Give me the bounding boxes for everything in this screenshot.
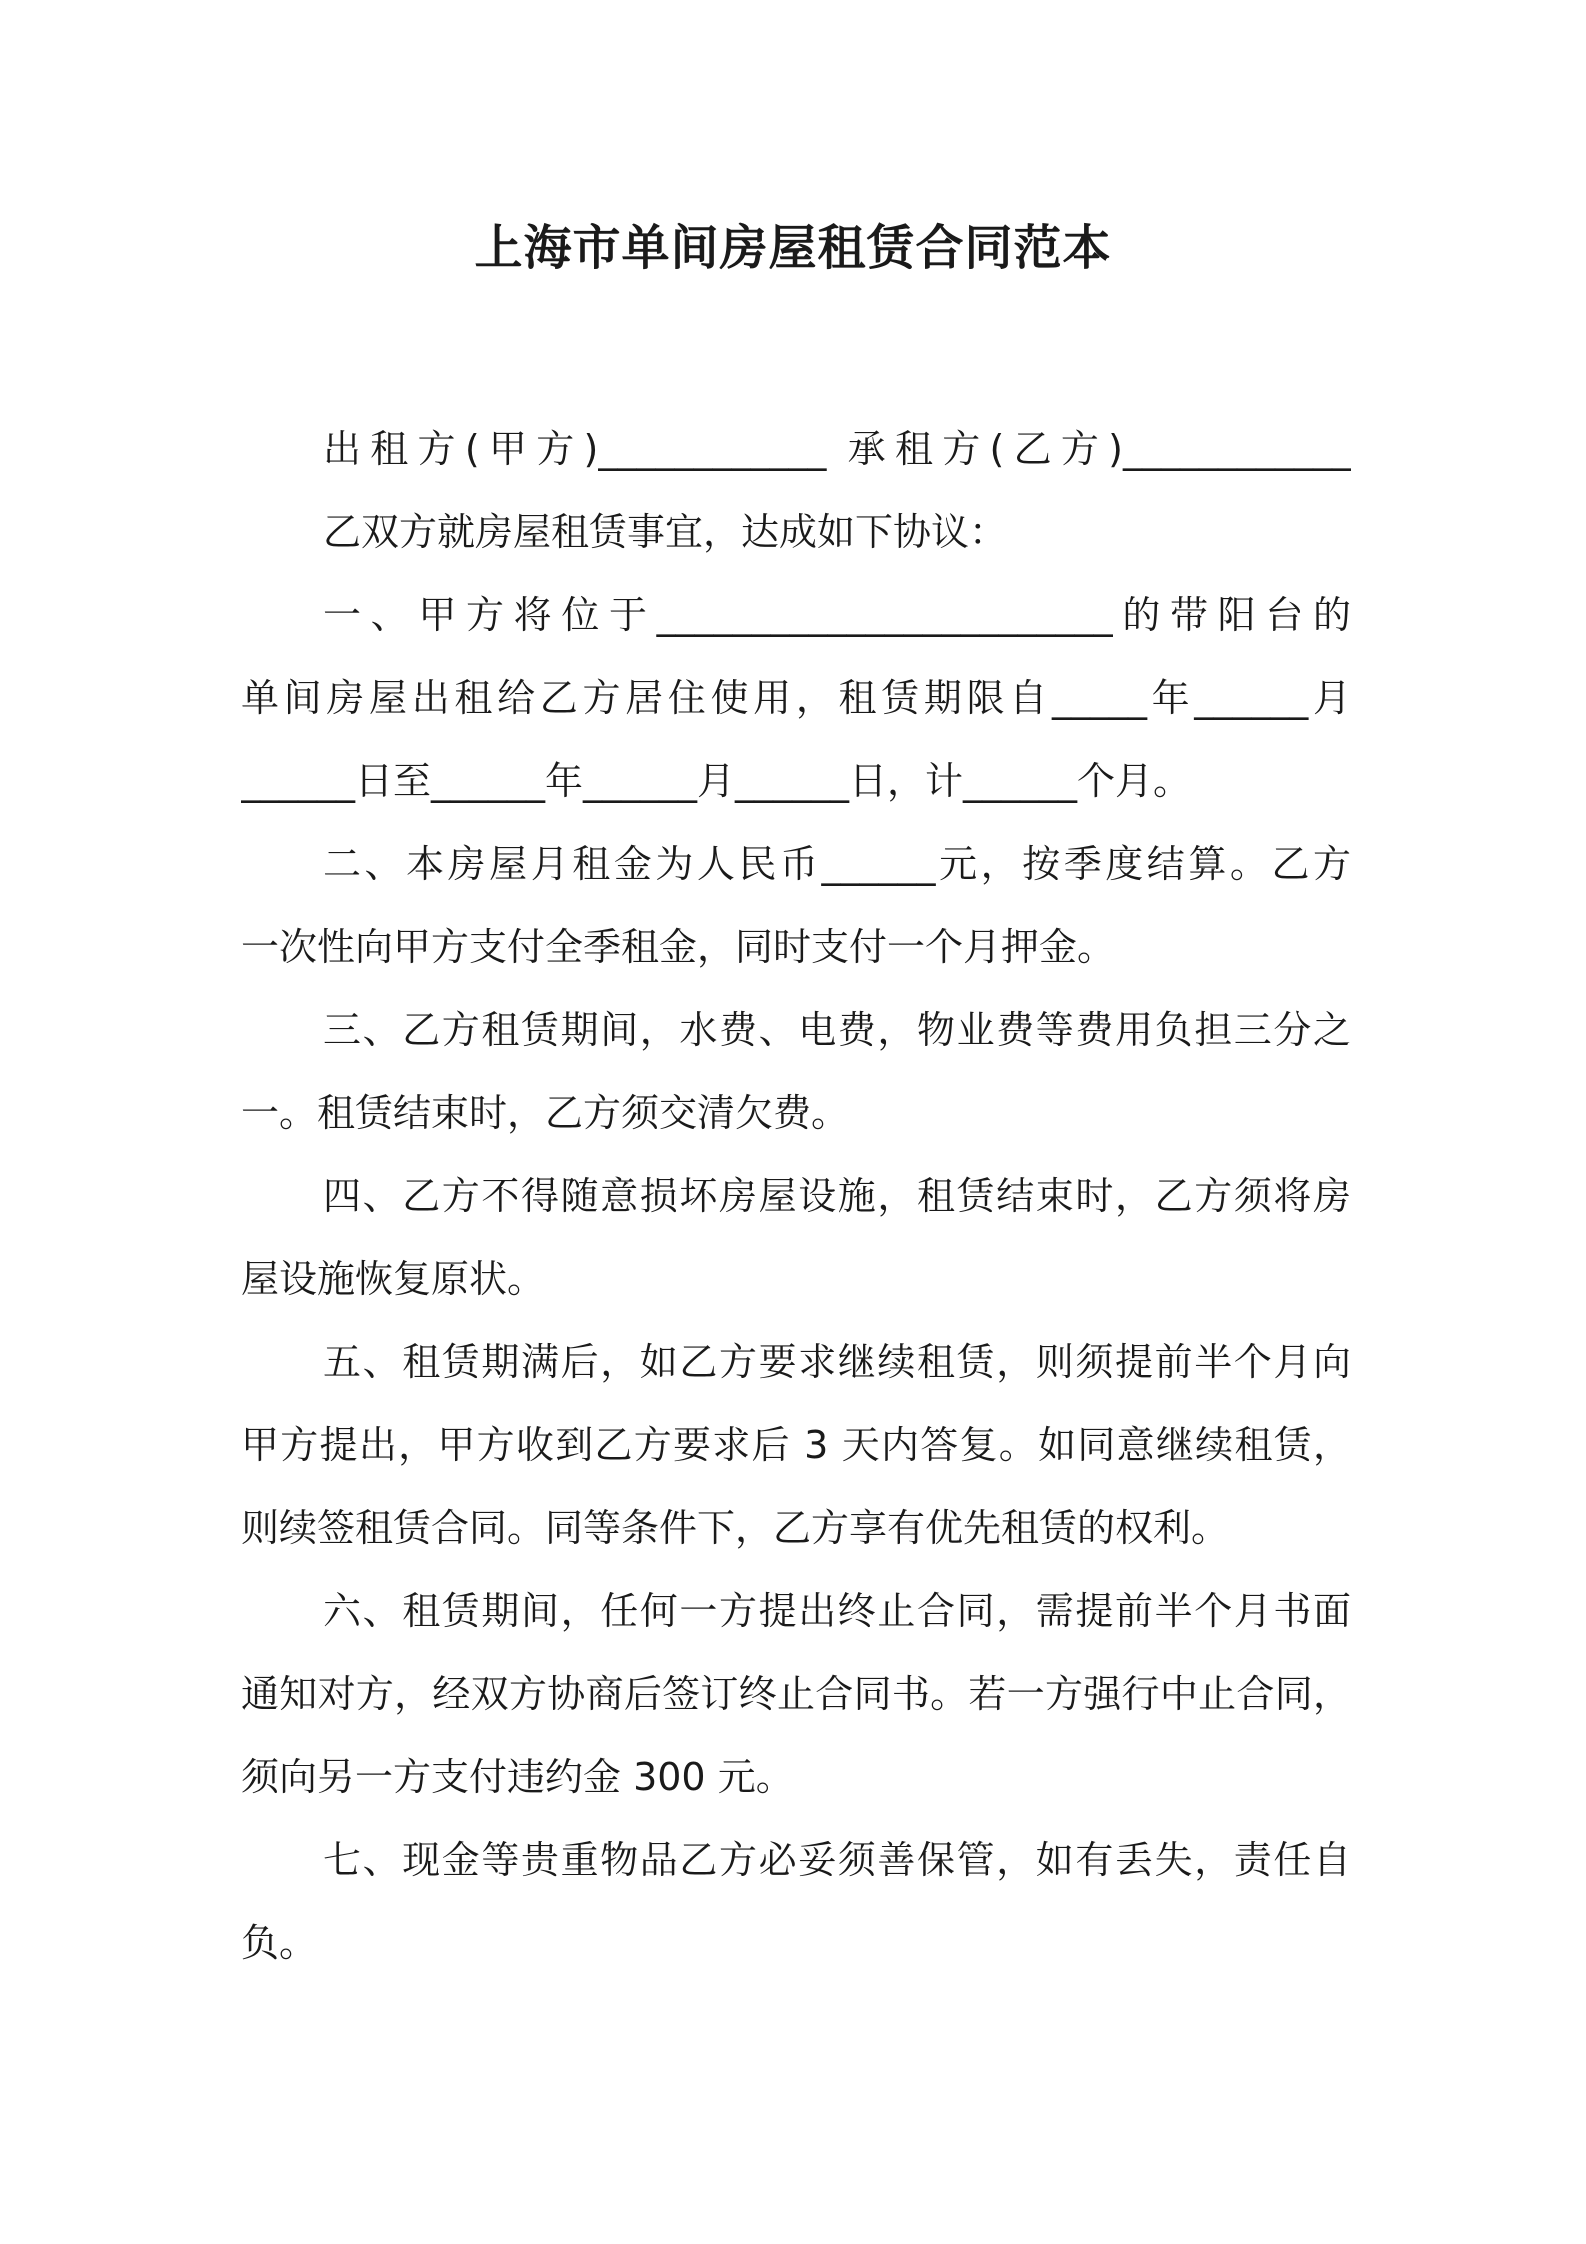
clause-6-line-2: 通知对方，经双方协商后签订终止合同书。若一方强行中止合同， (241, 1672, 1351, 1716)
clause-5-line-2: 甲方提出，甲方收到乙方要求后 3 天内答复。如同意继续租赁， (241, 1423, 1351, 1467)
clause-1-line-2: 单间房屋出租给乙方居住使用，租赁期限自_____年______月 (241, 676, 1351, 720)
clause-2-line-2: 一次性向甲方支付全季租金，同时支付一个月押金。 (241, 925, 1116, 969)
clause-4-line-2: 屋设施恢复原状。 (241, 1257, 546, 1301)
clause-7-line-1: 七、现金等贵重物品乙方必妥须善保管，如有丢失，责任自 (323, 1838, 1351, 1882)
clause-1-line-1: 一、甲方将位于________________________的带阳台的 (323, 593, 1351, 637)
clause-1-line-3: ______日至______年______月______日，计______个月。 (241, 759, 1192, 803)
clause-2-line-1: 二、本房屋月租金为人民币______元，按季度结算。乙方 (323, 842, 1351, 886)
document-body (241, 408, 1351, 1985)
clause-6-line-1: 六、租赁期间，任何一方提出终止合同，需提前半个月书面 (323, 1589, 1351, 1633)
document-title: 上海市单间房屋租赁合同范本 (474, 220, 1112, 276)
clause-3-line-1: 三、乙方租赁期间，水费、电费，物业费等费用负担三分之 (323, 1008, 1351, 1052)
clause-4-line-1: 四、乙方不得随意损坏房屋设施，租赁结束时，乙方须将房 (323, 1174, 1351, 1218)
clause-5-line-1: 五、租赁期满后，如乙方要求继续租赁，则须提前半个月向 (323, 1340, 1351, 1384)
parties-line: 出租方(甲方)____________ 承租方(乙方)____________ (323, 427, 1351, 471)
clause-7-line-2: 负。 (241, 1921, 318, 1965)
clause-5-line-3: 则续签租赁合同。同等条件下，乙方享有优先租赁的权利。 (241, 1506, 1230, 1550)
intro-line: 乙双方就房屋租赁事宜，达成如下协议： (323, 510, 1008, 554)
clause-3-line-2: 一。租赁结束时，乙方须交清欠费。 (241, 1091, 850, 1135)
clause-6-line-3: 须向另一方支付违约金 300 元。 (241, 1755, 794, 1799)
